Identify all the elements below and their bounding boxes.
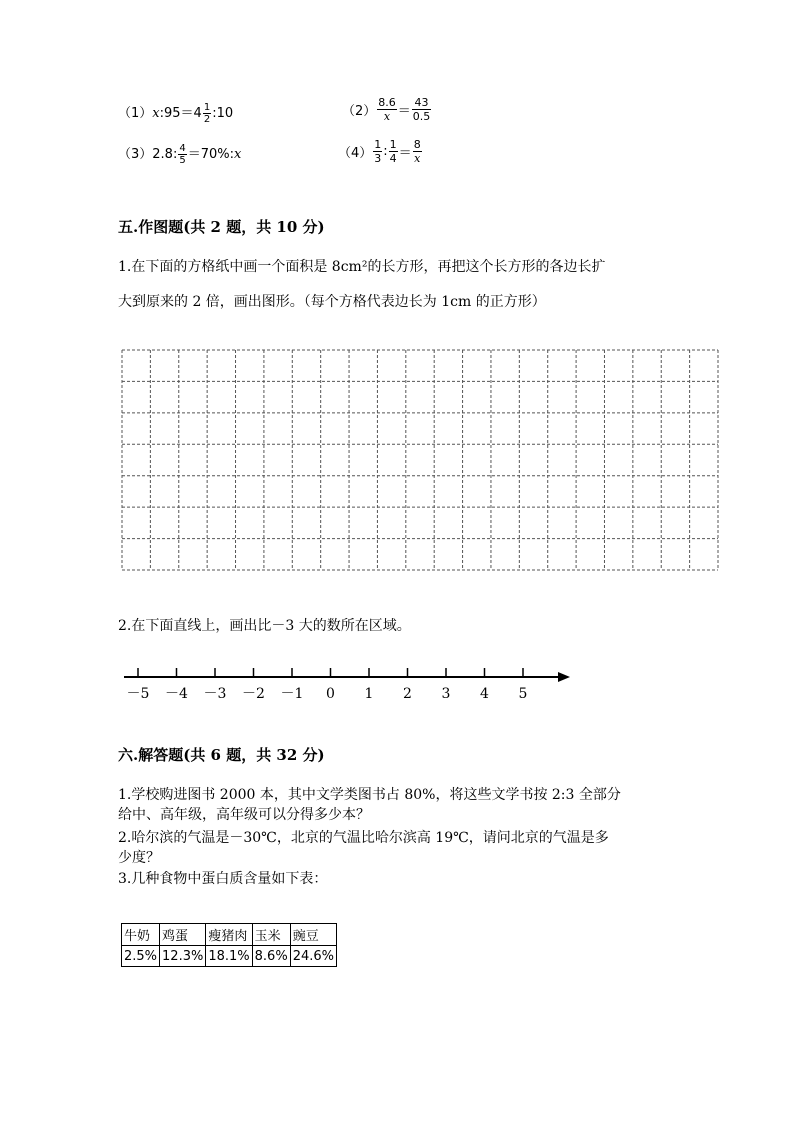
table-cell: 24.6% xyxy=(290,946,336,967)
table-header-cell: 豌豆 xyxy=(290,924,336,946)
equation-4: （4） $\frac{1}{3}$ : $\frac{1}{4}$ ＝ $\frac{8}{x}$ xyxy=(338,138,421,165)
section5-q1-line2: 大到原来的 2 倍，画出图形。（每个方格代表边长为 1cm 的正方形） xyxy=(118,294,546,310)
number-line-label: －5 xyxy=(126,686,150,702)
number-line-label: 4 xyxy=(480,686,489,702)
number-line-label: －4 xyxy=(165,686,188,702)
table-cell: 8.6% xyxy=(252,946,290,967)
square-grid-paper xyxy=(120,348,720,572)
number-line xyxy=(118,662,578,708)
table-cell: 12.3% xyxy=(160,946,206,967)
section6-q2-line1: 2.哈尔滨的气温是－30℃，北京的气温比哈尔滨高 19℃，请问北京的气温是多 xyxy=(118,830,609,846)
table-header-row xyxy=(122,924,337,946)
number-line-label: 5 xyxy=(518,686,528,702)
section6-title: 六.解答题(共 6 题，共 32 分) xyxy=(118,746,325,764)
equation-2: （2） $\frac{8.6}{x}$ ＝ $\frac{43}{0.5}$ xyxy=(342,96,431,123)
number-line-label: －2 xyxy=(242,686,265,702)
section5-q1-line1: 1.在下面的方格纸中画一个面积是 8cm²的长方形，再把这个长方形的各边长扩 xyxy=(118,259,606,275)
section5-title: 五.作图题(共 2 题，共 10 分) xyxy=(118,218,325,236)
table-row xyxy=(122,946,337,967)
number-line-arrow-icon xyxy=(558,672,570,682)
section6-q2-line2: 少度？ xyxy=(118,850,160,866)
number-line-label: 1 xyxy=(364,686,374,702)
number-line-label: －3 xyxy=(203,686,227,702)
equation-3: （3）2.8: $\frac{4}{5}$ ＝70%:x xyxy=(118,143,242,166)
table-header-cell: 玉米 xyxy=(252,924,290,946)
table-header-cell: 鸡蛋 xyxy=(160,924,206,946)
section6-q1-line1: 1.学校购进图书 2000 本，其中文学类图书占 80%，将这些文学书按 2:3 全部分 xyxy=(118,787,621,803)
number-line-label: 2 xyxy=(403,686,412,702)
table-header-cell: 牛奶 xyxy=(122,924,160,946)
table-cell: 18.1% xyxy=(206,946,252,967)
section5-q2: 2.在下面直线上，画出比－3 大的数所在区域。 xyxy=(118,618,411,634)
table-cell: 2.5% xyxy=(122,946,160,967)
number-line-label: 3 xyxy=(441,686,451,702)
number-line-label: －1 xyxy=(280,686,304,702)
number-line-label: 0 xyxy=(326,686,335,702)
table-header-cell: 瘦猪肉 xyxy=(206,924,252,946)
section6-q3: 3.几种食物中蛋白质含量如下表： xyxy=(118,871,328,887)
section6-q1-line2: 给中、高年级，高年级可以分得多少本？ xyxy=(118,807,370,823)
protein-table xyxy=(121,923,337,967)
equation-1: （1）x:95＝4 $\frac{1}{2}$ :10 xyxy=(118,102,234,125)
